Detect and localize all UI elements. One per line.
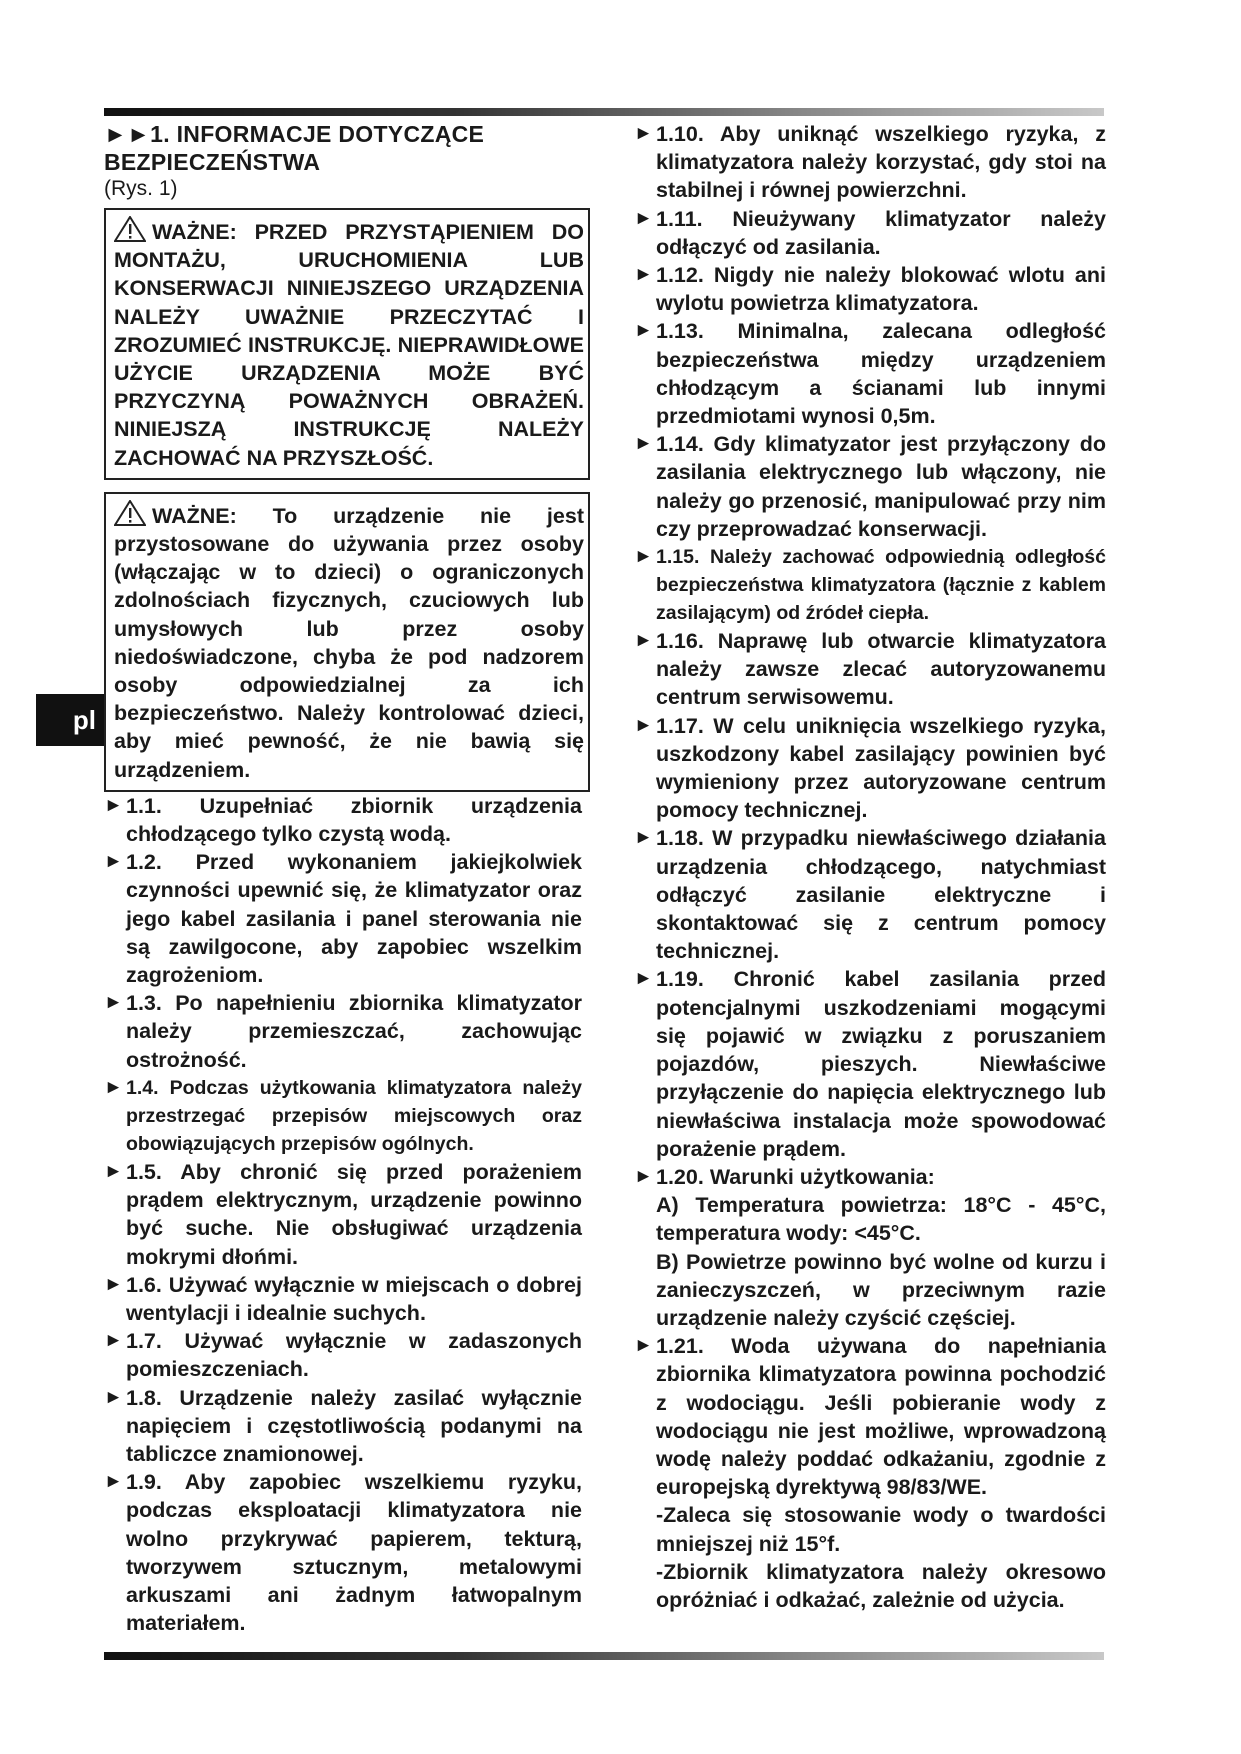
bullet-arrow-icon: ► xyxy=(104,794,123,816)
warning-2-text: To urządzenie nie jest przystosowane do używania przez osoby (włączając w to dzieci) o ograniczonych zdolnościach fizycznych, czuciowych lub umysłowych lub przez osoby niedoświadczone, chyba że pod nadzorem osoby odpowiedzialnej za ich bezpieczeństwo. Należy kontrolować dzieci, aby mieć pewność, że nie bawią się urządzeniem. xyxy=(114,503,584,782)
top-divider xyxy=(104,108,1104,116)
bullet-arrow-icon: ► xyxy=(634,123,653,144)
warning-box-1 xyxy=(104,208,590,480)
bottom-divider xyxy=(104,1652,1104,1660)
list-item: ► 1.11. Nieużywany klimatyzator należy odłączyć od zasilania. xyxy=(634,206,1106,259)
heading-line-2: BEZPIECZEŃSTWA xyxy=(104,149,321,175)
bullet-arrow-icon: ► xyxy=(634,433,653,455)
warning-triangle-icon xyxy=(114,216,146,242)
list-item: ► 1.13. Minimalna, zalecana odległość bezpieczeństwa między urządzeniem chłodzącym a ścianami lub innymi przedmiotami wynosi 0,5m. xyxy=(634,319,1106,429)
list-item: ► 1.20. Warunki użytkowania: xyxy=(634,1163,1106,1191)
list-item: ► 1.10. Aby uniknąć wszelkiego ryzyka, z klimatyzatora należy korzystać, gdy stoi na stabilnej i równej powierzchni. xyxy=(634,122,1106,203)
bullet-arrow-icon: ► xyxy=(104,1273,123,1295)
list-item: ► 1.15. Należy zachować odpowiednią odległość bezpieczeństwa klimatyzatora (łącznie z kablem zasilającym) od źródeł ciepła. xyxy=(634,543,1106,627)
list-item: ► 1.3. Po napełnieniu zbiornika klimatyzator należy przemieszczać, zachowując ostrożność. xyxy=(104,991,582,1072)
list-item: ► 1.21. Woda używana do napełniania zbiornika klimatyzatora powinna pochodzić z wodociągu. Jeśli pobieranie wody z wodociągu nie jest możliwe, wprowadzoną wodę należy poddać odkażaniu, zgodnie z europejską dyrektywą 98/83/WE. xyxy=(634,1334,1106,1500)
bullet-arrow-icon: ► xyxy=(104,851,123,873)
bullet-arrow-icon: ► xyxy=(104,1471,123,1493)
list-item: ► 1.7. Używać wyłącznie w zadaszonych pomieszczeniach. xyxy=(104,1329,583,1382)
bullet-arrow-icon: ► xyxy=(104,1386,123,1408)
list-item: ► 1.5. Aby chronić się przed porażeniem prądem elektrycznym, urządzenie powinno być suche. Nie obsługiwać urządzenia mokrymi dłońmi. xyxy=(104,1159,582,1269)
list-item: ► 1.17. W celu uniknięcia wszelkiego ryzyka, uszkodzony kabel zasilający powinien być wymieniony przez autoryzowane centrum pomocy technicznej. xyxy=(634,713,1106,823)
warning-2-label: WAŻNE: xyxy=(152,503,237,528)
list-item: ► 1.14. Gdy klimatyzator jest przyłączony do zasilania elektrycznego lub włączony, nie należy go przenosić, manipulować przy nim czy przeprowadzać konserwacji. xyxy=(634,432,1106,541)
left-column xyxy=(104,120,582,1637)
warning-1-text: WAŻNE: PRZED PRZYSTĄPIENIEM DO MONTAŻU, URUCHOMIENIA LUB KONSERWACJI NINIEJSZEGO URZĄDZENIA NALEŻY UWAŻNIE PRZECZYTAĆ I ZROZUMIEĆ INSTRUKCJĘ. NIEPRAWIDŁOWE UŻYCIE URZĄDZENIA MOŻE BYĆ PRZYCZYNĄ POWAŻNYCH OBRAŻEŃ. NINIEJSZĄ INSTRUKCJĘ NALEŻY ZACHOWAĆ NA PRZYSZŁOŚĆ. xyxy=(114,220,584,470)
list-item: ► 1.6. Używać wyłącznie w miejscach o dobrej wentylacji i idealnie suchych. xyxy=(104,1272,582,1325)
heading-line-1: 1. INFORMACJE DOTYCZĄCE xyxy=(150,121,485,147)
bullet-arrow-icon: ► xyxy=(634,207,653,229)
bullet-arrow-icon: ► xyxy=(634,1165,653,1187)
list-item: ► 1.9. Aby zapobiec wszelkiemu ryzyku, podczas eksploatacji klimatyzatora nie wolno przykrywać papierem, tekturą, tworzywem sztucznym, metalowymi arkuszami ani żadnym łatwopalnym materiałem. xyxy=(104,1470,582,1636)
bullet-arrow-icon: ► xyxy=(634,320,653,342)
condition-b: B) Powietrze powinno być wolne od kurzu i zanieczyszczeń, w przeciwnym razie urządzenie należy czyścić częściej. xyxy=(656,1249,1106,1330)
bullet-arrow-icon: ► xyxy=(634,827,653,849)
bullet-arrow-icon: ► xyxy=(634,264,653,286)
warning-triangle-icon xyxy=(114,500,146,526)
list-item: ► 1.12. Nigdy nie należy blokować wlotu ani wylotu powietrza klimatyzatora. xyxy=(634,263,1106,316)
right-column xyxy=(634,120,1106,1614)
language-tab: pl xyxy=(36,694,104,746)
list-item: ► 1.16. Naprawę lub otwarcie klimatyzatora należy zawsze zlecać autoryzowanemu centrum serwisowemu. xyxy=(634,629,1106,710)
figure-reference: (Rys. 1) xyxy=(104,177,178,200)
list-item: ► 1.18. W przypadku niewłaściwego działania urządzenia chłodzącego, natychmiast odłączyć zasilanie elektryczne i skontaktować się z centrum pomocy technicznej. xyxy=(634,826,1106,964)
bullet-arrow-icon: ► xyxy=(104,1076,123,1098)
list-item: ► 1.8. Urządzenie należy zasilać wyłącznie napięciem i częstotliwością podanymi na tabliczce znamionowej. xyxy=(104,1385,582,1466)
warning-box-2 xyxy=(104,492,590,792)
bullet-arrow-icon: ► xyxy=(634,546,653,568)
tank-cleaning-note: -Zbiornik klimatyzatora należy okresowo opróżniać i odkażać, zależnie od użycia. xyxy=(656,1559,1106,1612)
bullet-arrow-icon: ► xyxy=(634,630,653,652)
list-item: ► 1.4. Podczas użytkowania klimatyzatora należy przestrzegać przepisów miejscowych oraz obowiązujących przepisów ogólnych. xyxy=(104,1074,582,1158)
bullet-arrow-icon: ► xyxy=(104,1330,123,1352)
list-item: ► 1.2. Przed wykonaniem jakiejkolwiek czynności upewnić się, że klimatyzator oraz jego kabel zasilania i panel sterowania nie są zawilgocone, aby zapobiec wszelkim zagrożeniom. xyxy=(104,850,582,988)
bullet-arrow-icon: ► xyxy=(104,1160,123,1182)
list-item: ► 1.1. Uzupełniać zbiornik urządzenia chłodzącego tylko czystą wodą. xyxy=(104,793,582,847)
condition-a: A) Temperatura powietrza: 18°C - 45°C, temperatura wody: <45°C. xyxy=(656,1193,1106,1246)
bullet-arrow-icon: ► xyxy=(634,714,653,736)
left-item-list xyxy=(104,792,582,1637)
list-item: ► 1.19. Chronić kabel zasilania przed potencjalnymi uszkodzeniami mogącymi się pojawić w związku z poruszaniem pojazdów, pieszych. Niewłaściwe przyłączenie do napięcia elektrycznego lub niewłaściwa instalacja może spowodować porażenie prądem. xyxy=(634,967,1106,1161)
bullet-arrow-icon: ► xyxy=(634,968,653,990)
bullet-arrow-icon: ► xyxy=(104,992,123,1014)
bullet-arrow-icon: ► xyxy=(634,1335,653,1357)
section-heading: ►►1. INFORMACJE DOTYCZĄCE BEZPIECZEŃSTWA xyxy=(104,121,485,175)
water-hardness-note: -Zaleca się stosowanie wody o twardości mniejszej niż 15°f. xyxy=(656,1503,1106,1556)
